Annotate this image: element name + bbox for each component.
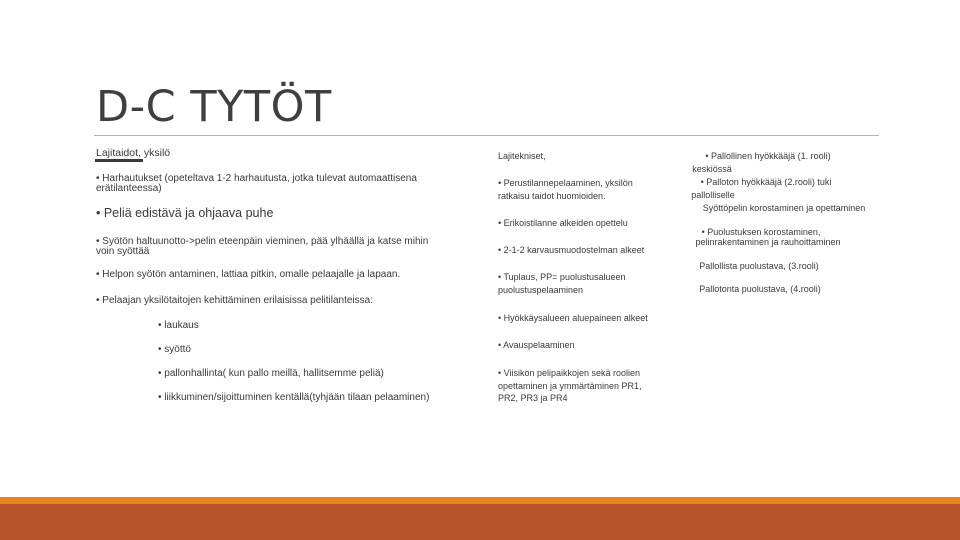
col2-item: • Hyökkäysalueen aluepaineen alkeet bbox=[498, 313, 648, 323]
col2-item: • 2-1-2 karvausmuodostelman alkeet bbox=[498, 245, 645, 255]
col2-item: opettaminen ja ymmärtäminen PR1, bbox=[498, 381, 642, 391]
col1-subitem: • pallonhallinta( kun pallo meillä, hallitsemme peliä) bbox=[158, 368, 384, 379]
col3-item: keskiössä bbox=[692, 164, 732, 174]
col1-heading-underlined: Lajitaidot, bbox=[96, 147, 141, 159]
col3-item: Syöttöpelin korostaminen ja opettaminen bbox=[702, 203, 866, 213]
col3-item: pelinrakentaminen ja rauhoittaminen bbox=[695, 237, 841, 247]
col1-heading-underline bbox=[95, 159, 143, 162]
col3-item: pallolliselle bbox=[691, 190, 735, 200]
col3-item: Pallotonta puolustava, (4.rooli) bbox=[699, 284, 821, 294]
col2-item: • Perustilannepelaaminen, yksilön bbox=[498, 178, 633, 188]
bottom-bar bbox=[0, 497, 960, 540]
col2-item: puolustuspelaaminen bbox=[498, 285, 584, 295]
title-rule bbox=[94, 135, 879, 136]
col1-item: • Peliä edistävä ja ohjaava puhe bbox=[96, 206, 274, 220]
col3-item: • Pallollinen hyökkääjä (1. rooli) bbox=[705, 151, 831, 161]
slide-title: D-C TYTÖT bbox=[96, 82, 332, 132]
col1-subitem: • laukaus bbox=[158, 320, 199, 331]
col1-subitem: • liikkuminen/sijoittuminen kentällä(tyhjään tilaan pelaaminen) bbox=[158, 392, 430, 403]
col3-item: • Palloton hyökkääjä (2.rooli) tuki bbox=[700, 177, 832, 187]
col1-item: voin syöttää bbox=[96, 246, 150, 257]
col2-item: • Erikoistilanne alkeiden opettelu bbox=[498, 218, 628, 228]
col1-item: • Harhautukset (opeteltava 1-2 harhautusta, jotka tulevat automaattisena bbox=[96, 173, 417, 184]
col2-item: PR2, PR3 ja PR4 bbox=[498, 393, 568, 403]
col1-item: • Helpon syötön antaminen, lattiaa pitkin, omalle pelaajalle ja lapaan. bbox=[96, 269, 401, 280]
col2-item: ratkaisu taidot huomioiden. bbox=[498, 191, 606, 201]
col1-heading bbox=[96, 147, 170, 159]
col2-item: • Viisikon pelipaikkojen sekä roolien bbox=[498, 368, 641, 378]
col2-item: • Tuplaus, PP= puolustusalueen bbox=[498, 272, 626, 282]
col1-heading-rest: yksilö bbox=[140, 147, 171, 159]
col2-item: • Avauspelaaminen bbox=[498, 340, 575, 350]
col2-heading: Lajitekniset, bbox=[498, 151, 546, 161]
col1-subitem: • syöttö bbox=[158, 344, 191, 355]
col3-item: Pallollista puolustava, (3.rooli) bbox=[699, 261, 819, 271]
bottom-bar-accent bbox=[0, 497, 960, 504]
col1-item: • Pelaajan yksilötaitojen kehittäminen erilaisissa pelitilanteissa: bbox=[96, 295, 373, 306]
col1-item: • Syötön haltuunotto->pelin eteenpäin vieminen, pää ylhäällä ja katse mihin bbox=[96, 236, 429, 247]
col1-item: erätilanteessa) bbox=[96, 183, 162, 194]
col3-item: • Puolustuksen korostaminen, bbox=[701, 227, 821, 237]
